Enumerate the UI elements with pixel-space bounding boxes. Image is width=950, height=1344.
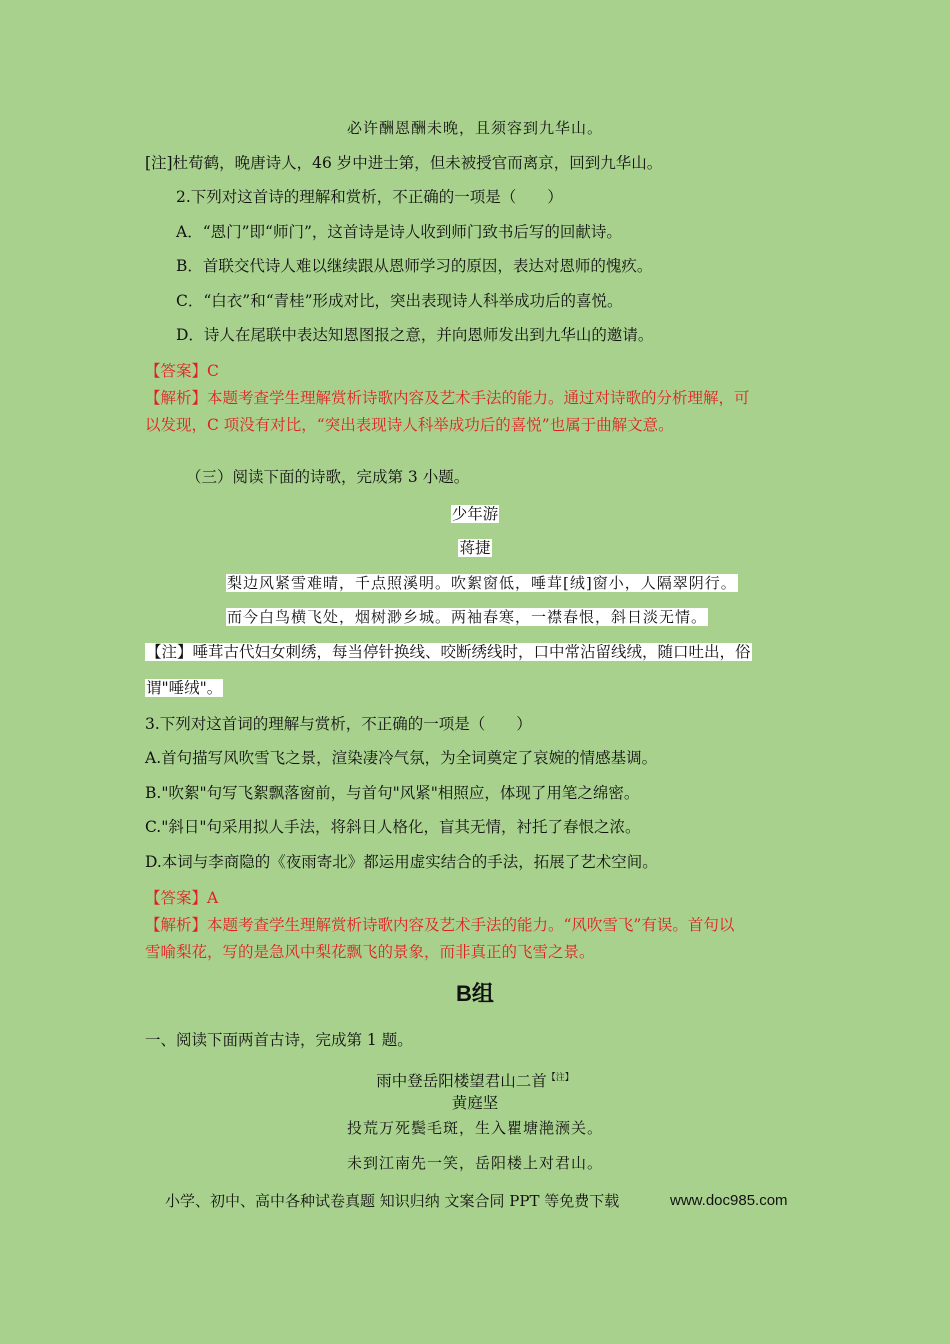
poem-note-line1: 【注】唾茸古代妇女刺绣，每当停针换线、咬断绣线时，口中常沾留线绒，随口吐出，俗 [146, 643, 751, 661]
question-3-option-a: A.首句描写风吹雪飞之景，渲染凄冷气氛，为全词奠定了哀婉的情感基调。 [145, 749, 658, 767]
group-b-poem-author: 黄庭坚 [451, 1094, 499, 1112]
poem-line-1: 梨边风紧雪难晴，千点照溪明。吹絮窗低，唾茸[绒]窗小，人隔翠阴行。 [227, 574, 737, 592]
question-2-option-a: A．“恩门”即“师门”，这首诗是诗人收到师门致书后写的回献诗。 [176, 223, 622, 241]
question-2-answer: 【答案】C [145, 362, 219, 380]
question-2-analysis-line1: 【解析】本题考查学生理解赏析诗歌内容及艺术手法的能力。通过对诗歌的分析理解，可 [145, 389, 750, 407]
question-3-option-b: B."吹絮"句写飞絮飘落窗前，与首句"风紧"相照应，体现了用笔之绵密。 [145, 784, 640, 802]
author-note: [注]杜荀鹤，晚唐诗人，46 岁中进士第，但未被授官而离京，回到九华山。 [145, 154, 663, 172]
question-3-analysis-line2: 雪喻梨花，写的是急风中梨花飘飞的景象，而非真正的飞雪之景。 [145, 943, 595, 961]
group-b-poem-line-1: 投荒万死鬓毛斑，生入瞿塘滟滪关。 [346, 1119, 603, 1137]
question-2-stem: 2.下列对这首诗的理解和赏析，不正确的一项是（ ） [176, 188, 563, 206]
poem-author: 蒋捷 [459, 539, 491, 557]
poem-note-line2: 谓"唾绒"。 [146, 679, 223, 697]
footer-site-link[interactable]: www.doc985.com [670, 1192, 788, 1209]
question-3-option-c: C."斜日"句采用拟人手法，将斜日人格化，盲其无情，衬托了春恨之浓。 [145, 818, 641, 836]
group-b-poem-title-note: 【注】 [546, 1073, 574, 1083]
section-3-intro: （三）阅读下面的诗歌，完成第 3 小题。 [186, 468, 470, 486]
question-3-answer: 【答案】A [145, 889, 219, 907]
poem-title: 少年游 [451, 505, 499, 523]
group-b-poem-line-2: 未到江南先一笑，岳阳楼上对君山。 [346, 1154, 603, 1172]
group-b-intro: 一、阅读下面两首古诗，完成第 1 题。 [145, 1031, 413, 1049]
poem-line-2: 而今白鸟横飞处，烟树渺乡城。两袖春寒，一襟春恨，斜日淡无情。 [227, 608, 708, 626]
question-2-option-b: B．首联交代诗人难以继续跟从恩师学习的原因，表达对恩师的愧疚。 [176, 257, 653, 275]
question-2-option-c: C．“白衣”和“青桂”形成对比，突出表现诗人科举成功后的喜悦。 [176, 292, 623, 310]
poem-last-line: 必许酬恩酬未晚，且须容到九华山。 [346, 119, 603, 137]
question-3-option-d: D.本词与李商隐的《夜雨寄北》都运用虚实结合的手法，拓展了艺术空间。 [145, 853, 658, 871]
question-3-analysis-line1: 【解析】本题考查学生理解赏析诗歌内容及艺术手法的能力。“风吹雪飞”有误。首句以 [145, 916, 735, 934]
group-b-poem-title: 雨中登岳阳楼望君山二首 [376, 1072, 547, 1091]
footer-text: 小学、初中、高中各种试卷真题 知识归纳 文案合同 PPT 等免费下载 [165, 1192, 620, 1210]
group-b-heading: B组 [456, 981, 494, 1006]
question-3-stem: 3.下列对这首词的理解与赏析，不正确的一项是（ ） [145, 715, 532, 733]
question-2-option-d: D．诗人在尾联中表达知恩图报之意，并向恩师发出到九华山的邀请。 [176, 326, 654, 344]
question-2-analysis-line2: 以发现，C 项没有对比，“突出表现诗人科举成功后的喜悦”也属于曲解文意。 [145, 416, 674, 434]
